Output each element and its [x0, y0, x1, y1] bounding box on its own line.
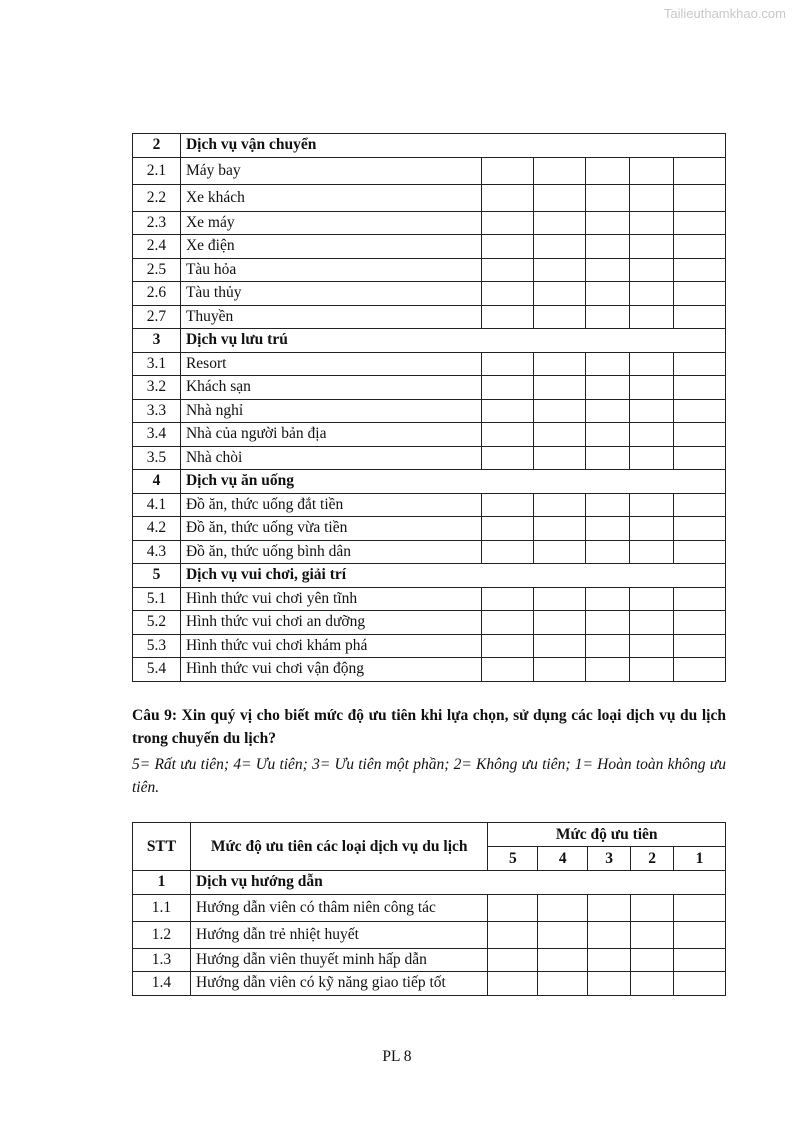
rating-cell[interactable] [674, 493, 726, 517]
rating-cell[interactable] [538, 948, 588, 972]
section-title: Dịch vụ vận chuyển [180, 134, 725, 158]
table-row [133, 587, 726, 611]
row-number: 3.5 [133, 446, 181, 470]
table-row [133, 211, 726, 235]
rating-cell[interactable] [630, 352, 674, 376]
rating-cell[interactable] [630, 517, 674, 541]
rating-cell[interactable] [631, 894, 674, 921]
row-label: Máy bay [180, 157, 482, 184]
question-9-title: Câu 9: Xin quý vị cho biết mức độ ưu tiên khi lựa chọn, sử dụng các loại dịch vụ du lịch trong chuyến du lịch? [132, 707, 726, 747]
rating-cell[interactable] [674, 399, 726, 423]
rating-cell[interactable] [482, 540, 534, 564]
rating-cell[interactable] [630, 282, 674, 306]
rating-cell[interactable] [534, 517, 586, 541]
rating-cell[interactable] [586, 517, 630, 541]
rating-cell[interactable] [588, 948, 631, 972]
row-number: 5.3 [133, 634, 181, 658]
row-number: 2 [133, 134, 181, 158]
rating-cell[interactable] [630, 658, 674, 682]
row-label: Nhà chòi [180, 446, 482, 470]
rating-cell[interactable] [630, 634, 674, 658]
row-number: 3.4 [133, 423, 181, 447]
rating-cell[interactable] [586, 587, 630, 611]
rating-cell[interactable] [482, 493, 534, 517]
rating-cell[interactable] [482, 634, 534, 658]
rating-cell[interactable] [534, 423, 586, 447]
row-number: 1.4 [133, 972, 191, 996]
row-number: 5 [133, 564, 181, 588]
rating-cell[interactable] [674, 611, 726, 635]
rating-cell[interactable] [534, 493, 586, 517]
rating-cell[interactable] [482, 184, 534, 211]
table-row [133, 493, 726, 517]
rating-cell[interactable] [586, 634, 630, 658]
table-row [133, 658, 726, 682]
row-label: Hướng dẫn viên có kỹ năng giao tiếp tốt [190, 972, 487, 996]
rating-cell[interactable] [488, 921, 538, 948]
rating-cell[interactable] [630, 376, 674, 400]
rating-cell[interactable] [534, 587, 586, 611]
rating-cell[interactable] [674, 352, 726, 376]
table-row [133, 446, 726, 470]
section-row [133, 871, 726, 895]
rating-cell[interactable] [630, 423, 674, 447]
row-number: 2.3 [133, 211, 181, 235]
rating-cell[interactable] [588, 894, 631, 921]
row-number: 4.1 [133, 493, 181, 517]
rating-cell[interactable] [586, 258, 630, 282]
rating-cell[interactable] [482, 376, 534, 400]
rating-cell[interactable] [482, 658, 534, 682]
table-row [133, 157, 726, 184]
row-number: 5.4 [133, 658, 181, 682]
rating-cell[interactable] [630, 184, 674, 211]
row-number: 5.1 [133, 587, 181, 611]
rating-cell[interactable] [630, 446, 674, 470]
rating-cell[interactable] [674, 587, 726, 611]
rating-cell[interactable] [586, 376, 630, 400]
rating-cell[interactable] [538, 972, 588, 996]
row-number: 1.2 [133, 921, 191, 948]
row-label: Xe điện [180, 235, 482, 259]
table-row [133, 282, 726, 306]
rating-cell[interactable] [674, 517, 726, 541]
rating-cell[interactable] [488, 948, 538, 972]
table-row [133, 352, 726, 376]
rating-cell[interactable] [586, 305, 630, 329]
row-label: Nhà nghỉ [180, 399, 482, 423]
rating-cell[interactable] [482, 517, 534, 541]
rating-cell[interactable] [586, 211, 630, 235]
row-number: 3 [133, 329, 181, 353]
rating-cell[interactable] [534, 305, 586, 329]
rating-cell[interactable] [482, 399, 534, 423]
rating-cell[interactable] [674, 634, 726, 658]
rating-cell[interactable] [630, 305, 674, 329]
header-priority-level: Mức độ ưu tiên [488, 823, 726, 847]
rating-cell[interactable] [586, 493, 630, 517]
rating-cell[interactable] [538, 894, 588, 921]
rating-cell[interactable] [674, 894, 726, 921]
row-label: Đồ ăn, thức uống đắt tiền [180, 493, 482, 517]
rating-cell[interactable] [586, 446, 630, 470]
row-number: 3.3 [133, 399, 181, 423]
rating-cell[interactable] [674, 921, 726, 948]
rating-cell[interactable] [534, 282, 586, 306]
row-label: Tàu thủy [180, 282, 482, 306]
header-level-4: 4 [538, 847, 588, 871]
header-level-2: 2 [631, 847, 674, 871]
row-label: Thuyền [180, 305, 482, 329]
rating-cell[interactable] [586, 235, 630, 259]
rating-cell[interactable] [674, 376, 726, 400]
section-row [133, 134, 726, 158]
row-label: Hình thức vui chơi khám phá [180, 634, 482, 658]
row-number: 2.4 [133, 235, 181, 259]
rating-cell[interactable] [534, 658, 586, 682]
row-number: 3.1 [133, 352, 181, 376]
rating-cell[interactable] [534, 634, 586, 658]
table-row [133, 948, 726, 972]
rating-cell[interactable] [674, 446, 726, 470]
watermark: Tailieuthamkhao.com [663, 6, 786, 21]
row-label: Xe khách [180, 184, 482, 211]
table-row [133, 399, 726, 423]
rating-cell[interactable] [586, 540, 630, 564]
section-row [133, 564, 726, 588]
row-number: 4.3 [133, 540, 181, 564]
row-number: 5.2 [133, 611, 181, 635]
rating-cell[interactable] [674, 540, 726, 564]
row-label: Hình thức vui chơi vận động [180, 658, 482, 682]
rating-cell[interactable] [586, 423, 630, 447]
row-number: 1.3 [133, 948, 191, 972]
rating-cell[interactable] [586, 157, 630, 184]
rating-cell[interactable] [534, 184, 586, 211]
rating-cell[interactable] [631, 948, 674, 972]
page-number: PL 8 [382, 1048, 412, 1065]
rating-cell[interactable] [630, 587, 674, 611]
rating-cell[interactable] [534, 446, 586, 470]
rating-cell[interactable] [631, 972, 674, 996]
row-number: 2.2 [133, 184, 181, 211]
rating-cell[interactable] [482, 611, 534, 635]
row-label: Resort [180, 352, 482, 376]
rating-cell[interactable] [586, 184, 630, 211]
header-level-5: 5 [488, 847, 538, 871]
row-label: Hướng dẫn viên thuyết minh hấp dẫn [190, 948, 487, 972]
services-table-continued [132, 133, 726, 682]
table-row [133, 634, 726, 658]
section-row [133, 470, 726, 494]
rating-cell[interactable] [674, 305, 726, 329]
row-label: Đồ ăn, thức uống bình dân [180, 540, 482, 564]
table-row [133, 517, 726, 541]
rating-cell[interactable] [674, 658, 726, 682]
rating-cell[interactable] [631, 921, 674, 948]
rating-cell[interactable] [488, 972, 538, 996]
rating-cell[interactable] [534, 376, 586, 400]
section-title: Dịch vụ vui chơi, giải trí [180, 564, 725, 588]
row-label: Hướng dẫn trẻ nhiệt huyết [190, 921, 487, 948]
rating-cell[interactable] [630, 540, 674, 564]
table-row [133, 540, 726, 564]
table-row [133, 423, 726, 447]
question-9-legend: 5= Rất ưu tiên; 4= Ưu tiên; 3= Ưu tiên một phần; 2= Không ưu tiên; 1= Hoàn toàn không ưu tiên. [132, 756, 726, 796]
rating-cell[interactable] [534, 258, 586, 282]
row-number: 2.5 [133, 258, 181, 282]
rating-cell[interactable] [534, 235, 586, 259]
row-number: 2.7 [133, 305, 181, 329]
section-title: Dịch vụ ăn uống [180, 470, 725, 494]
row-number: 2.1 [133, 157, 181, 184]
rating-cell[interactable] [586, 399, 630, 423]
row-label: Hình thức vui chơi an dưỡng [180, 611, 482, 635]
table-row [133, 305, 726, 329]
rating-cell[interactable] [534, 352, 586, 376]
table-row [133, 376, 726, 400]
rating-cell[interactable] [674, 235, 726, 259]
table-row [133, 258, 726, 282]
rating-cell[interactable] [534, 611, 586, 635]
rating-cell[interactable] [630, 157, 674, 184]
rating-cell[interactable] [674, 423, 726, 447]
rating-cell[interactable] [674, 184, 726, 211]
rating-cell[interactable] [482, 235, 534, 259]
header-item: Mức độ ưu tiên các loại dịch vụ du lịch [190, 823, 487, 871]
rating-cell[interactable] [630, 211, 674, 235]
rating-cell[interactable] [674, 948, 726, 972]
section-row [133, 329, 726, 353]
row-number: 4 [133, 470, 181, 494]
rating-cell[interactable] [630, 258, 674, 282]
row-label: Đồ ăn, thức uống vừa tiền [180, 517, 482, 541]
header-stt: STT [133, 823, 191, 871]
row-number: 3.2 [133, 376, 181, 400]
rating-cell[interactable] [538, 921, 588, 948]
row-number: 2.6 [133, 282, 181, 306]
rating-cell[interactable] [674, 258, 726, 282]
rating-cell[interactable] [630, 493, 674, 517]
row-label: Xe máy [180, 211, 482, 235]
rating-cell[interactable] [586, 352, 630, 376]
row-label: Hướng dẫn viên có thâm niên công tác [190, 894, 487, 921]
table-row [133, 184, 726, 211]
rating-cell[interactable] [630, 399, 674, 423]
table-row [133, 894, 726, 921]
rating-cell[interactable] [534, 540, 586, 564]
rating-cell[interactable] [534, 211, 586, 235]
rating-cell[interactable] [482, 587, 534, 611]
rating-cell[interactable] [482, 305, 534, 329]
row-label: Tàu hỏa [180, 258, 482, 282]
rating-cell[interactable] [482, 446, 534, 470]
rating-cell[interactable] [586, 282, 630, 306]
row-label: Nhà của người bản địa [180, 423, 482, 447]
rating-cell[interactable] [588, 921, 631, 948]
row-number: 4.2 [133, 517, 181, 541]
table-row [133, 235, 726, 259]
rating-cell[interactable] [488, 894, 538, 921]
rating-cell[interactable] [482, 352, 534, 376]
rating-cell[interactable] [674, 157, 726, 184]
rating-cell[interactable] [482, 258, 534, 282]
row-number: 1.1 [133, 894, 191, 921]
rating-cell[interactable] [482, 423, 534, 447]
rating-cell[interactable] [482, 282, 534, 306]
row-label: Hình thức vui chơi yên tĩnh [180, 587, 482, 611]
table-row [133, 611, 726, 635]
rating-cell[interactable] [534, 157, 586, 184]
section-title: Dịch vụ lưu trú [180, 329, 725, 353]
header-level-1: 1 [674, 847, 726, 871]
rating-cell[interactable] [482, 157, 534, 184]
rating-cell[interactable] [534, 399, 586, 423]
rating-cell[interactable] [588, 972, 631, 996]
rating-cell[interactable] [674, 972, 726, 996]
table-row [133, 972, 726, 996]
rating-cell[interactable] [630, 235, 674, 259]
row-number: 1 [133, 871, 191, 895]
rating-cell[interactable] [586, 658, 630, 682]
rating-cell[interactable] [630, 611, 674, 635]
row-label: Khách sạn [180, 376, 482, 400]
table-row [133, 921, 726, 948]
priority-table [132, 822, 726, 996]
section-title: Dịch vụ hướng dẫn [190, 871, 725, 895]
rating-cell[interactable] [674, 211, 726, 235]
rating-cell[interactable] [674, 282, 726, 306]
header-level-3: 3 [588, 847, 631, 871]
rating-cell[interactable] [482, 211, 534, 235]
rating-cell[interactable] [586, 611, 630, 635]
